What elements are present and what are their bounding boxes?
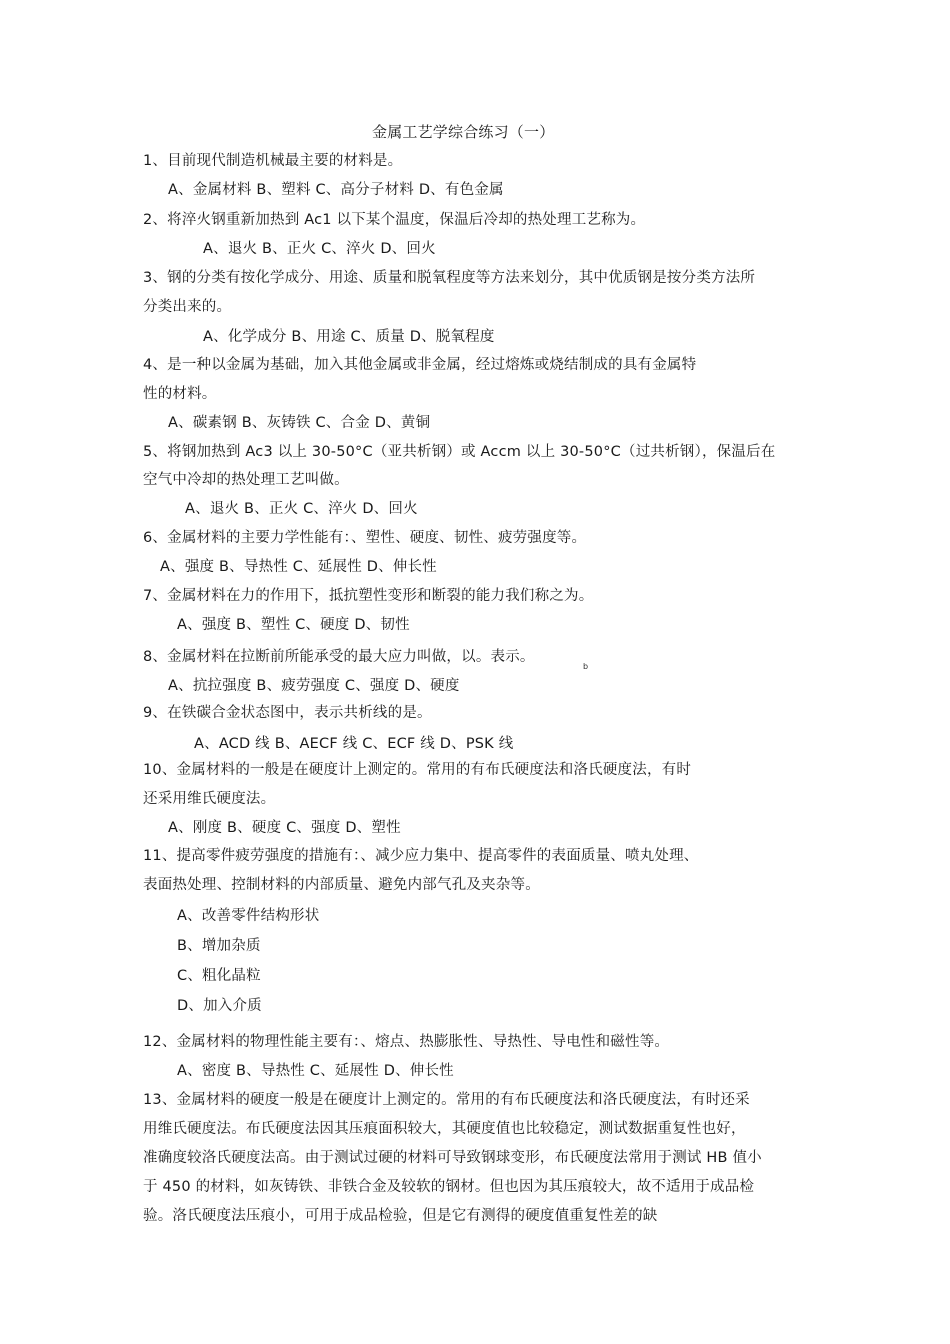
- options-7: A、强度 B、塑性 C、硬度 D、韧性: [177, 617, 410, 633]
- option-11-c: C、粗化晶粒: [177, 968, 261, 984]
- question-3-line-2: 分类出来的。: [143, 299, 232, 315]
- options-5: A、退火 B、正火 C、淬火 D、回火: [185, 501, 418, 517]
- page-title: 金属工艺学综合练习（一）: [372, 123, 555, 141]
- question-2: 2、将淬火钢重新加热到 Ac1 以下某个温度，保温后冷却的热处理工艺称为。: [143, 212, 646, 228]
- question-11-line-1: 11、提高零件疲劳强度的措施有：、减少应力集中、提高零件的表面质量、喷丸处理、: [143, 848, 699, 864]
- options-8: A、抗拉强度 B、疲劳强度 C、强度 D、硬度: [168, 678, 460, 694]
- question-10-line-1: 10、金属材料的一般是在硬度计上测定的。常用的有布氏硬度法和洛氏硬度法，有时: [143, 762, 692, 778]
- question-11-line-2: 表面热处理、控制材料的内部质量、避免内部气孔及夹杂等。: [143, 877, 540, 893]
- options-6: A、强度 B、导热性 C、延展性 D、伸长性: [160, 559, 437, 575]
- question-4-line-1: 4、是一种以金属为基础，加入其他金属或非金属，经过熔炼或烧结制成的具有金属特: [143, 357, 697, 373]
- question-9: 9、在铁碳合金状态图中，表示共析线的是。: [143, 705, 432, 721]
- options-12: A、密度 B、导热性 C、延展性 D、伸长性: [177, 1063, 454, 1079]
- option-11-b: B、增加杂质: [177, 938, 261, 954]
- options-4: A、碳素钢 B、灰铸铁 C、合金 D、黄铜: [168, 415, 431, 431]
- stray-mark: b: [583, 662, 589, 671]
- question-8: 8、金属材料在拉断前所能承受的最大应力叫做，以。表示。: [143, 649, 535, 665]
- options-2: A、退火 B、正火 C、淬火 D、回火: [203, 241, 436, 257]
- option-11-a: A、改善零件结构形状: [177, 908, 320, 924]
- question-12: 12、金属材料的物理性能主要有：、熔点、热膨胀性、导热性、导电性和磁性等。: [143, 1034, 670, 1050]
- question-6: 6、金属材料的主要力学性能有：、塑性、硬度、韧性、疲劳强度等。: [143, 530, 587, 546]
- options-3: A、化学成分 B、用途 C、质量 D、脱氧程度: [203, 329, 495, 345]
- question-5-line-1: 5、将钢加热到 Ac3 以上 30-50°C（亚共析钢）或 Accm 以上 30-50°C（过共析钢），保温后在: [143, 444, 776, 460]
- question-13-line-5: 验。洛氏硬度法压痕小，可用于成品检验，但是它有测得的硬度值重复性差的缺: [143, 1208, 658, 1224]
- question-5-line-2: 空气中冷却的热处理工艺叫做。: [143, 472, 349, 488]
- question-13-line-4: 于 450 的材料，如灰铸铁、非铁合金及较软的钢材。但也因为其压痕较大，故不适用于成品检: [143, 1179, 755, 1195]
- option-11-d: D、加入介质: [177, 998, 262, 1014]
- options-9: A、ACD 线 B、AECF 线 C、ECF 线 D、PSK 线: [194, 736, 514, 752]
- question-1: 1、目前现代制造机械最主要的材料是。: [143, 153, 403, 169]
- question-10-line-2: 还采用维氏硬度法。: [143, 791, 276, 807]
- question-7: 7、金属材料在力的作用下，抵抗塑性变形和断裂的能力我们称之为。: [143, 588, 594, 604]
- question-13-line-1: 13、金属材料的硬度一般是在硬度计上测定的。常用的有布氏硬度法和洛氏硬度法，有时还采: [143, 1092, 750, 1108]
- options-10: A、刚度 B、硬度 C、强度 D、塑性: [168, 820, 401, 836]
- question-4-line-2: 性的材料。: [143, 386, 217, 402]
- question-3-line-1: 3、钢的分类有按化学成分、用途、质量和脱氧程度等方法来划分，其中优质钢是按分类方法所: [143, 270, 756, 286]
- options-1: A、金属材料 B、塑料 C、高分子材料 D、有色金属: [168, 182, 504, 198]
- question-13-line-3: 准确度较洛氏硬度法高。由于测试过硬的材料可导致钢球变形，布氏硬度法常用于测试 HB 值小: [143, 1150, 762, 1166]
- question-13-line-2: 用维氏硬度法。布氏硬度法因其压痕面积较大，其硬度值也比较稳定，测试数据重复性也好，: [143, 1121, 746, 1137]
